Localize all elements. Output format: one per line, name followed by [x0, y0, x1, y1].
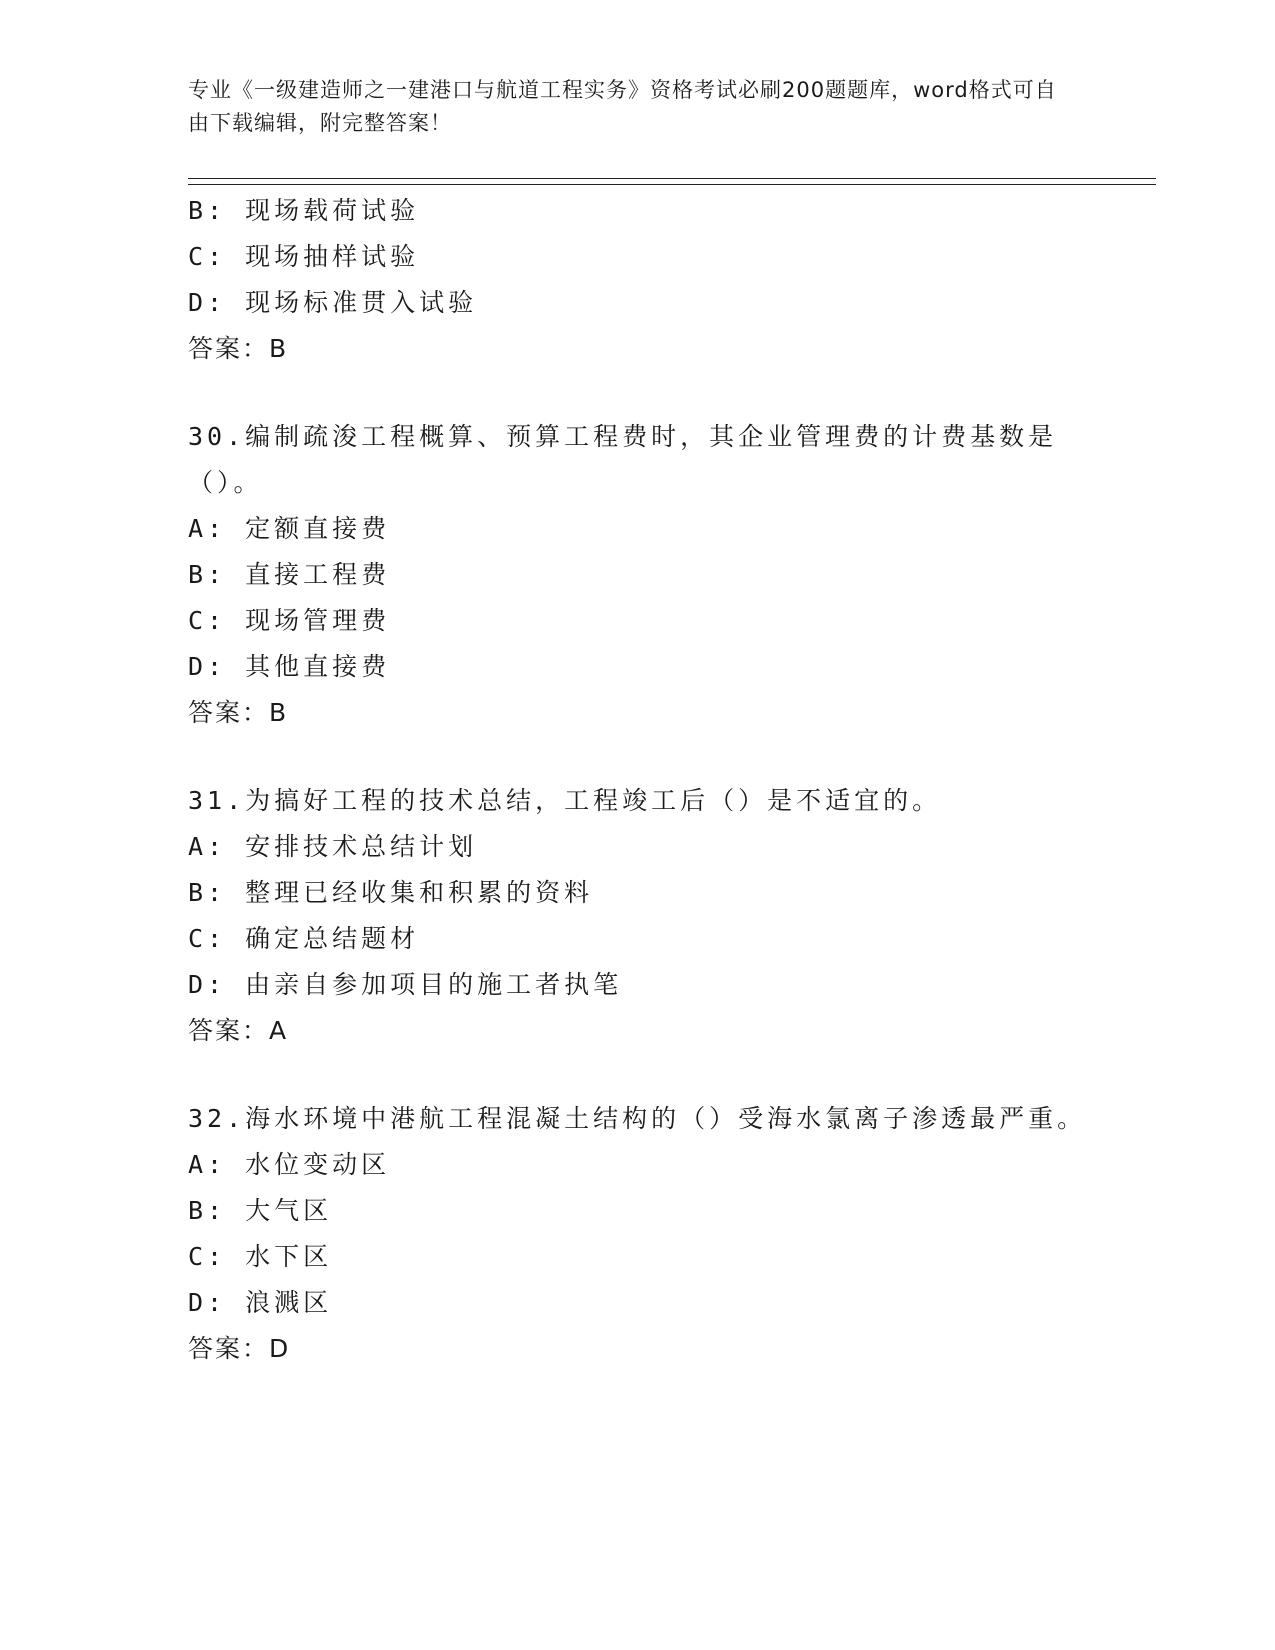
- document-header: [188, 74, 1078, 140]
- option-letter: B:: [188, 560, 227, 589]
- option-letter: C:: [188, 242, 227, 271]
- option-text: 水下区: [245, 1242, 333, 1271]
- option-text: 安排技术总结计划: [245, 832, 478, 861]
- option-letter: D:: [188, 970, 227, 999]
- answer-line: 答案：A: [188, 1016, 289, 1045]
- option-text: 现场管理费: [245, 606, 391, 635]
- option-b: [188, 1188, 1088, 1234]
- question-31: [188, 778, 1088, 1054]
- option-letter: A:: [188, 514, 227, 543]
- option-text: 由亲自参加项目的施工者执笔: [245, 970, 623, 999]
- question-list: [188, 188, 1088, 1372]
- option-letter: C:: [188, 924, 227, 953]
- option-text: 浪溅区: [245, 1288, 333, 1317]
- question-30: [188, 414, 1088, 736]
- option-d: [188, 644, 1088, 690]
- option-letter: B:: [188, 878, 227, 907]
- option-letter: A:: [188, 1150, 227, 1179]
- option-b: [188, 870, 1088, 916]
- option-text: 现场标准贯入试验: [245, 288, 478, 317]
- option-b: [188, 188, 1088, 234]
- option-d: [188, 1280, 1088, 1326]
- option-text: 定额直接费: [245, 514, 391, 543]
- option-c: [188, 916, 1088, 962]
- question-32: [188, 1096, 1088, 1372]
- option-text: 直接工程费: [245, 560, 391, 589]
- question-stem: 31.为搞好工程的技术总结，工程竣工后（）是不适宜的。: [188, 786, 942, 815]
- option-c: [188, 598, 1088, 644]
- question-29-tail: [188, 188, 1088, 372]
- option-letter: B:: [188, 1196, 227, 1225]
- option-b: [188, 552, 1088, 598]
- option-text: 确定总结题材: [245, 924, 420, 953]
- option-letter: A:: [188, 832, 227, 861]
- header-divider: [188, 178, 1156, 185]
- option-text: 现场抽样试验: [245, 242, 420, 271]
- option-a: [188, 824, 1088, 870]
- option-letter: D:: [188, 652, 227, 681]
- answer-line: 答案：B: [188, 334, 289, 363]
- question-stem: 30.编制疏浚工程概算、预算工程费时，其企业管理费的计费基数是（）。: [188, 422, 1058, 497]
- option-a: [188, 1142, 1088, 1188]
- option-c: [188, 1234, 1088, 1280]
- option-letter: D:: [188, 288, 227, 317]
- option-text: 整理已经收集和积累的资料: [245, 878, 594, 907]
- option-text: 大气区: [245, 1196, 333, 1225]
- option-a: [188, 506, 1088, 552]
- header-title: 专业《一级建造师之一建港口与航道工程实务》资格考试必刷200题题库，word格式可自由下载编辑，附完整答案！: [188, 78, 1057, 135]
- option-text: 其他直接费: [245, 652, 391, 681]
- option-letter: B:: [188, 196, 227, 225]
- question-stem: 32.海水环境中港航工程混凝土结构的（）受海水氯离子渗透最严重。: [188, 1104, 1087, 1133]
- option-letter: D:: [188, 1288, 227, 1317]
- option-letter: C:: [188, 606, 227, 635]
- option-text: 现场载荷试验: [245, 196, 420, 225]
- option-letter: C:: [188, 1242, 227, 1271]
- answer-line: 答案：B: [188, 698, 289, 727]
- option-c: [188, 234, 1088, 280]
- option-d: [188, 962, 1088, 1008]
- option-d: [188, 280, 1088, 326]
- answer-line: 答案：D: [188, 1334, 291, 1363]
- option-text: 水位变动区: [245, 1150, 391, 1179]
